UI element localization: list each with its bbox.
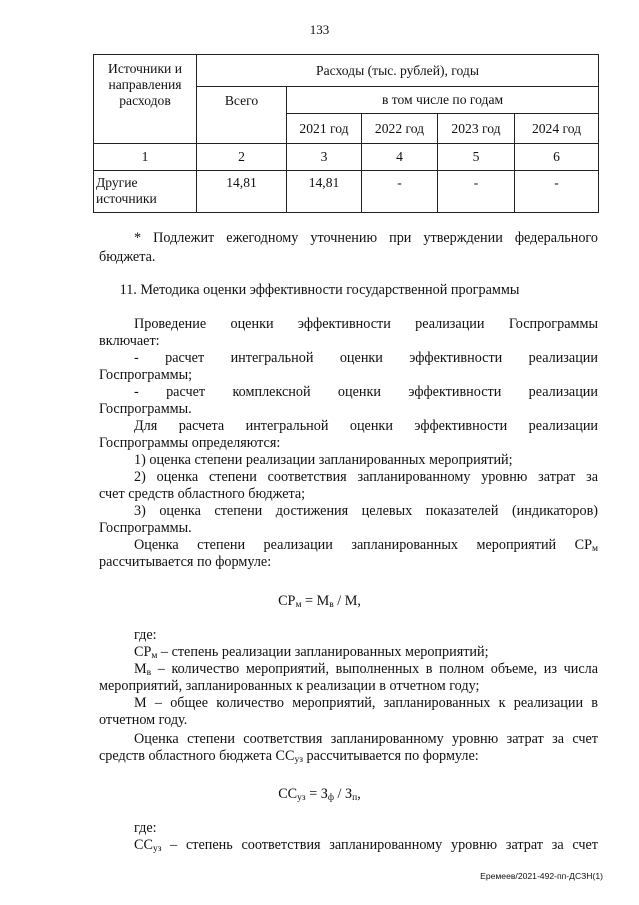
column-numbers-row (94, 144, 599, 171)
table-cell: - (438, 171, 515, 213)
table-cell: - (362, 171, 438, 213)
header-total: Всего (197, 87, 287, 144)
row-label: Другие источники (94, 171, 197, 213)
body-line: 1) оценка степени реализации запланированных мероприятий; (134, 452, 513, 468)
body-line: средств областного бюджета $СС_{уз}$ рассчитывается по формуле: (99, 748, 479, 765)
body-line: 2) оценка степени соответствия запланированному уровню затрат за (134, 469, 598, 485)
col-number: 1 (94, 144, 197, 171)
where-label: где: (134, 820, 157, 836)
body-line: включает: (99, 333, 160, 349)
formula-ss: $СС_{уз} = З_ф / З_п$, (278, 786, 361, 803)
header-year: 2022 год (362, 114, 438, 144)
body-line: Оценка степени реализации запланированных мероприятий $СР_м$ (134, 537, 598, 554)
body-line: 3) оценка степени достижения целевых показателей (индикаторов) (134, 503, 598, 519)
definition-line: отчетном году. (99, 712, 188, 728)
col-number: 2 (197, 144, 287, 171)
col-number: 4 (362, 144, 438, 171)
col-number: 6 (515, 144, 599, 171)
page-number: 133 (309, 22, 330, 37)
definition-line: М – общее количество мероприятий, запланированных к реализации в (134, 695, 598, 711)
expenses-table (93, 54, 599, 213)
body-line: Госпрограммы; (99, 367, 193, 383)
table-cell: - (515, 171, 599, 213)
footnote-line: * Подлежит ежегодному уточнению при утверждении федерального (134, 230, 598, 246)
body-line: Оценка степени соответствия запланированному уровню затрат за счет (134, 731, 598, 747)
definition-line: $СР_м$ – степень реализации запланированных мероприятий; (134, 644, 489, 661)
definition-line: $М_в$ – количество мероприятий, выполненных в полном объеме, из числа (134, 661, 598, 678)
definition-line: мероприятий, запланированных к реализации в отчетном году; (99, 678, 480, 694)
header-year: 2023 год (438, 114, 515, 144)
table-cell: 14,81 (287, 171, 362, 213)
header-year: 2021 год (287, 114, 362, 144)
header-year: 2024 год (515, 114, 599, 144)
header-sources: Источники и направления расходов (94, 55, 197, 144)
col-number: 3 (287, 144, 362, 171)
body-line: рассчитывается по формуле: (99, 554, 272, 570)
body-line: Госпрограммы определяются: (99, 435, 281, 451)
body-line: Для расчета интегральной оценки эффективности реализации (134, 418, 598, 434)
col-number: 5 (438, 144, 515, 171)
footer-code: Еремеев/2021-492-пп-ДСЗН(1) (480, 871, 603, 881)
body-line: Госпрограммы. (99, 401, 192, 417)
body-line: Проведение оценки эффективности реализации Госпрограммы (134, 316, 598, 332)
table-row (94, 171, 599, 213)
formula-sr: $СР_м = М_в / М$, (278, 593, 361, 610)
where-label: где: (134, 627, 157, 643)
body-line: Госпрограммы. (99, 520, 192, 536)
body-line: счет средств областного бюджета; (99, 486, 306, 502)
table-cell: 14,81 (197, 171, 287, 213)
footnote-line: бюджета. (99, 249, 156, 265)
section-title: 11. Методика оценки эффективности государственной программы (119, 282, 520, 298)
body-line: - расчет интегральной оценки эффективности реализации (134, 350, 598, 366)
body-line: - расчет комплексной оценки эффективности реализации (134, 384, 598, 400)
definition-line: $СС_{уз}$ – степень соответствия запланированному уровню затрат за счет (134, 837, 598, 854)
header-by-year: в том числе по годам (287, 87, 599, 114)
header-expenses: Расходы (тыс. рублей), годы (197, 55, 599, 87)
